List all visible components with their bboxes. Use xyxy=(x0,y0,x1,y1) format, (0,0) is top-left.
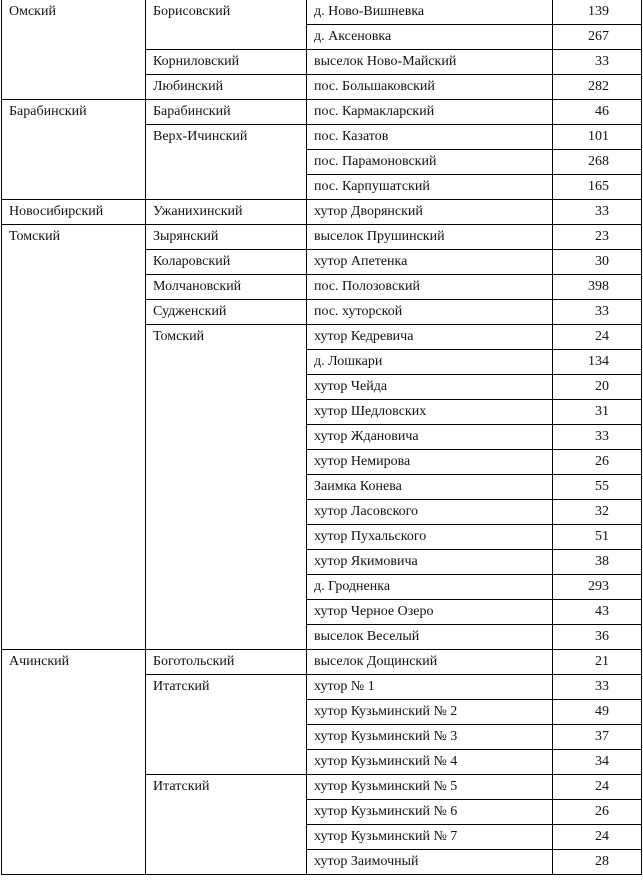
count-cell: 23 xyxy=(553,225,642,250)
table-row xyxy=(2,100,642,125)
count-cell: 33 xyxy=(553,200,642,225)
table-row xyxy=(2,225,642,250)
settlement-cell: д. Гродненка xyxy=(307,575,553,600)
volost-cell: Боготольский xyxy=(146,650,307,675)
settlement-cell: пос. Карпушатский xyxy=(307,175,553,200)
settlement-cell: Заимка Конева xyxy=(307,475,553,500)
volost-cell: Борисовский xyxy=(146,0,307,50)
okrug-cell: Ачинский xyxy=(2,650,146,875)
settlement-cell: хутор Апетенка xyxy=(307,250,553,275)
settlement-cell: хутор Черное Озеро xyxy=(307,600,553,625)
count-cell: 268 xyxy=(553,150,642,175)
count-cell: 43 xyxy=(553,600,642,625)
volost-cell: Корниловский xyxy=(146,50,307,75)
count-cell: 51 xyxy=(553,525,642,550)
settlement-cell: выселок Ново-Майский xyxy=(307,50,553,75)
count-cell: 134 xyxy=(553,350,642,375)
volost-cell: Судженский xyxy=(146,300,307,325)
volost-cell: Ужанихинский xyxy=(146,200,307,225)
count-cell: 24 xyxy=(553,825,642,850)
settlement-cell: д. Аксеновка xyxy=(307,25,553,50)
settlement-cell: д. Ново-Вишневка xyxy=(307,0,553,25)
settlement-cell: хутор Кузьминский № 4 xyxy=(307,750,553,775)
table-row xyxy=(2,0,642,25)
okrug-cell: Барабинский xyxy=(2,100,146,200)
count-cell: 33 xyxy=(553,675,642,700)
settlement-cell: хутор Кузьминский № 5 xyxy=(307,775,553,800)
volost-cell: Молчановский xyxy=(146,275,307,300)
settlement-cell: пос. Кармакларский xyxy=(307,100,553,125)
volost-cell: Коларовский xyxy=(146,250,307,275)
count-cell: 398 xyxy=(553,275,642,300)
settlement-cell: хутор Ждановича xyxy=(307,425,553,450)
count-cell: 20 xyxy=(553,375,642,400)
settlement-cell: хутор Кузьминский № 3 xyxy=(307,725,553,750)
volost-cell: Верх-Ичинский xyxy=(146,125,307,200)
count-cell: 165 xyxy=(553,175,642,200)
volost-cell: Любинский xyxy=(146,75,307,100)
settlement-cell: хутор Пухальского xyxy=(307,525,553,550)
settlement-cell: пос. Большаковский xyxy=(307,75,553,100)
volost-cell: Зырянский xyxy=(146,225,307,250)
count-cell: 267 xyxy=(553,25,642,50)
volost-cell: Итатский xyxy=(146,675,307,775)
count-cell: 34 xyxy=(553,750,642,775)
count-cell: 55 xyxy=(553,475,642,500)
count-cell: 36 xyxy=(553,625,642,650)
count-cell: 30 xyxy=(553,250,642,275)
count-cell: 26 xyxy=(553,800,642,825)
settlement-cell: выселок Дощинский xyxy=(307,650,553,675)
settlement-cell: хутор Якимовича xyxy=(307,550,553,575)
volost-cell: Томский xyxy=(146,325,307,650)
count-cell: 33 xyxy=(553,50,642,75)
count-cell: 49 xyxy=(553,700,642,725)
settlement-cell: хутор Кузьминский № 2 xyxy=(307,700,553,725)
count-cell: 24 xyxy=(553,325,642,350)
count-cell: 38 xyxy=(553,550,642,575)
volost-cell: Барабинский xyxy=(146,100,307,125)
settlement-cell: хутор Чейда xyxy=(307,375,553,400)
settlement-cell: хутор Кузьминский № 6 xyxy=(307,800,553,825)
settlement-cell: пос. хуторской xyxy=(307,300,553,325)
count-cell: 293 xyxy=(553,575,642,600)
settlement-cell: хутор Дворянский xyxy=(307,200,553,225)
count-cell: 46 xyxy=(553,100,642,125)
settlement-cell: хутор Заимочный xyxy=(307,850,553,875)
count-cell: 33 xyxy=(553,300,642,325)
settlement-cell: пос. Полозовский xyxy=(307,275,553,300)
okrug-cell: Омский xyxy=(2,0,146,100)
settlement-cell: хутор Ласовского xyxy=(307,500,553,525)
count-cell: 31 xyxy=(553,400,642,425)
count-cell: 33 xyxy=(553,425,642,450)
count-cell: 28 xyxy=(553,850,642,875)
settlement-cell: пос. Парамоновский xyxy=(307,150,553,175)
settlement-cell: хутор Шедловских xyxy=(307,400,553,425)
count-cell: 32 xyxy=(553,500,642,525)
count-cell: 139 xyxy=(553,0,642,25)
count-cell: 21 xyxy=(553,650,642,675)
settlement-cell: хутор Кедревича xyxy=(307,325,553,350)
settlement-cell: пос. Казатов xyxy=(307,125,553,150)
settlement-cell: хутор Немирова xyxy=(307,450,553,475)
settlements-table xyxy=(1,0,642,875)
table-row xyxy=(2,200,642,225)
settlement-cell: хутор Кузьминский № 7 xyxy=(307,825,553,850)
settlement-cell: выселок Прушинский xyxy=(307,225,553,250)
settlement-cell: д. Лошкари xyxy=(307,350,553,375)
count-cell: 101 xyxy=(553,125,642,150)
count-cell: 26 xyxy=(553,450,642,475)
count-cell: 37 xyxy=(553,725,642,750)
settlement-cell: выселок Веселый xyxy=(307,625,553,650)
volost-cell: Итатский xyxy=(146,775,307,875)
count-cell: 282 xyxy=(553,75,642,100)
okrug-cell: Новосибирский xyxy=(2,200,146,225)
okrug-cell: Томский xyxy=(2,225,146,650)
settlement-cell: хутор № 1 xyxy=(307,675,553,700)
table-row xyxy=(2,650,642,675)
count-cell: 24 xyxy=(553,775,642,800)
